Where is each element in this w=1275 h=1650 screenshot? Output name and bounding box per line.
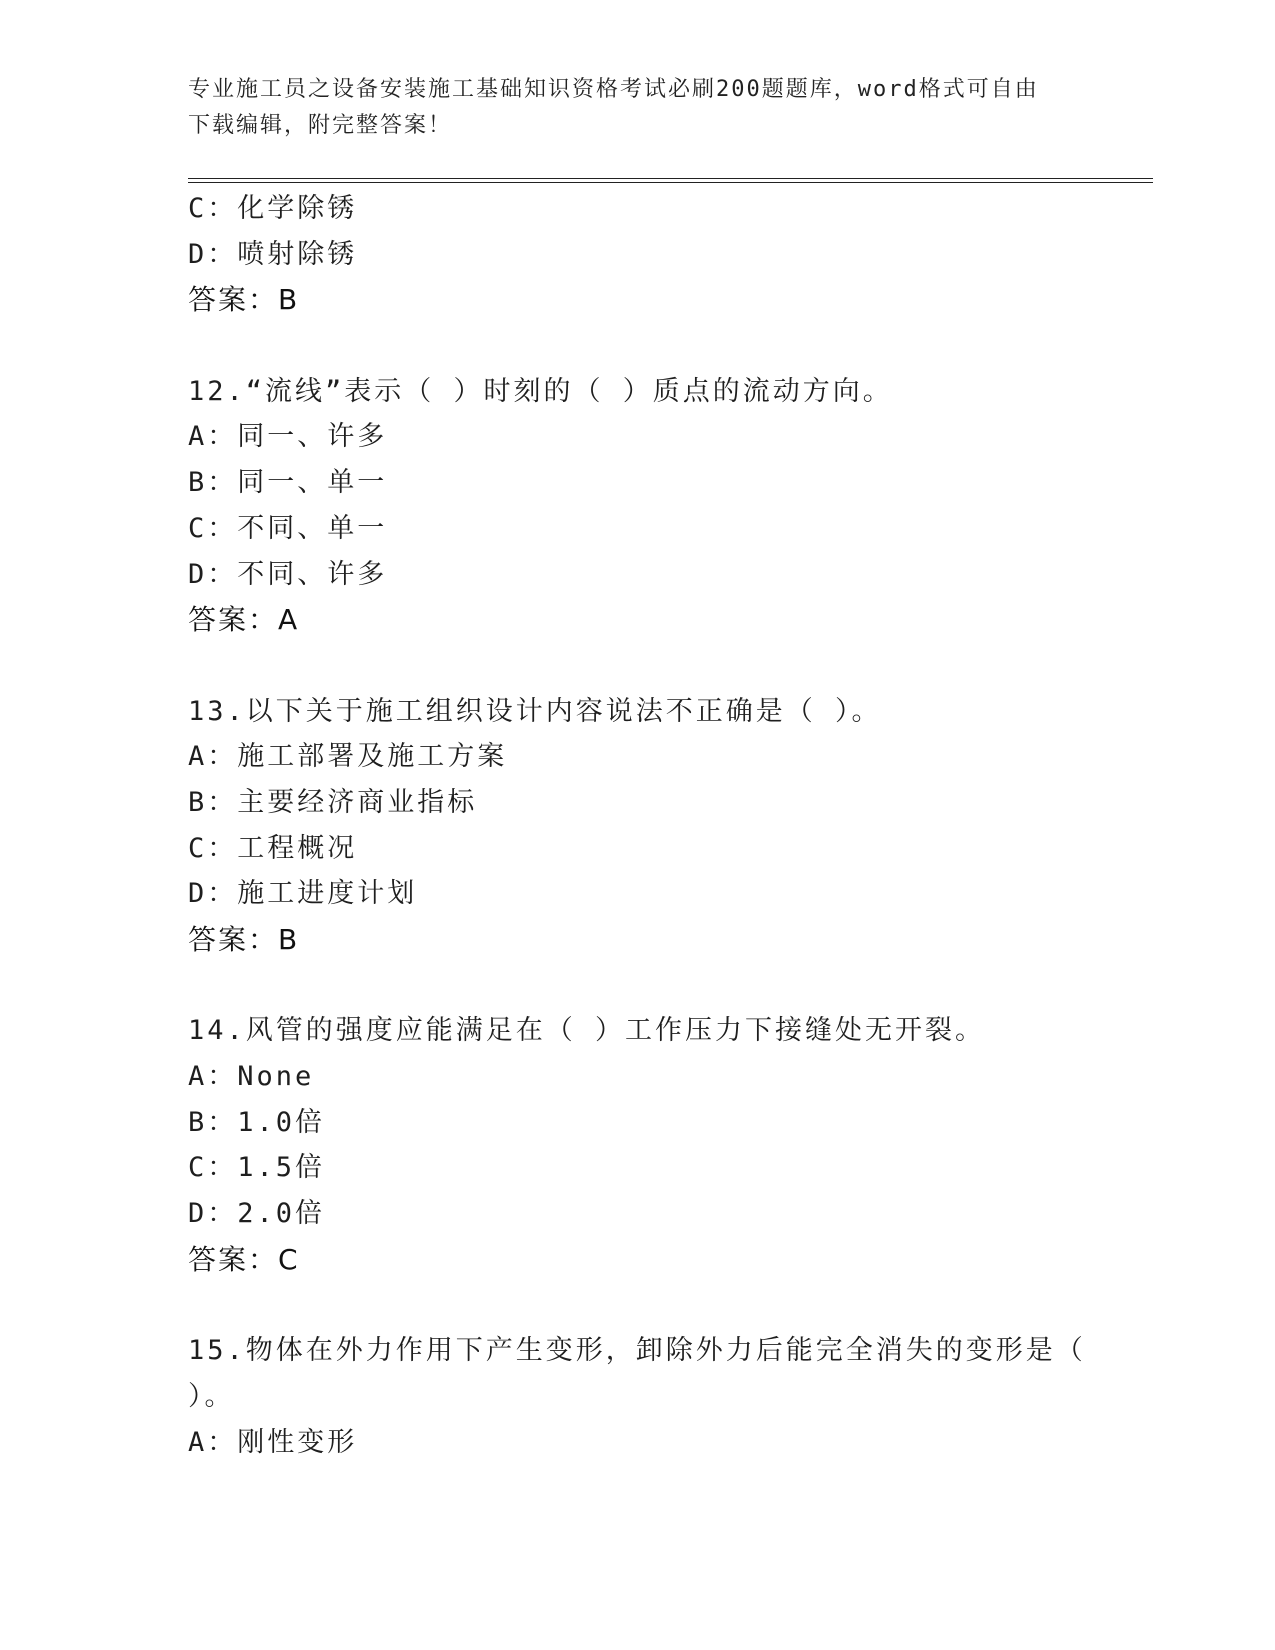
question-14 [188,1008,1108,1282]
option-c: C：1.5倍 [188,1152,326,1184]
question-list [188,186,1108,1465]
option-a: A：同一、许多 [188,421,388,453]
answer: 答案：B [188,923,300,956]
option-a: A：施工部署及施工方案 [188,741,508,773]
question-12 [188,369,1108,643]
header-title-line-2: 下载编辑，附完整答案！ [188,113,453,138]
option-b: B：同一、单一 [188,467,388,499]
question-stem-line-2: ）。 [188,1380,235,1412]
answer: 答案：A [188,603,300,637]
header-divider-top [188,178,1153,179]
question-stem-line-1: 15.物体在外力作用下产生变形，卸除外力后能完全消失的变形是（ [188,1335,1086,1367]
question-11-tail [188,186,1108,323]
question-stem: 14.风管的强度应能满足在（ ）工作压力下接缝处无开裂。 [188,1015,986,1047]
option-a: A：None [188,1061,315,1093]
option-c: C：不同、单一 [188,512,388,544]
option-a: A：刚性变形 [188,1426,358,1458]
answer: 答案：B [188,283,300,317]
option-c: C：化学除锈 [188,193,358,224]
answer: 答案：C [188,1242,300,1276]
option-c: C：工程概况 [188,832,358,864]
question-13 [188,689,1108,963]
question-stem: 12.“流线”表示（ ）时刻的（ ）质点的流动方向。 [188,375,893,407]
question-15 [188,1328,1108,1465]
option-d: D：不同、许多 [188,558,388,590]
option-d: D：2.0倍 [188,1198,326,1230]
option-b: B：主要经济商业指标 [188,786,478,818]
spacer [188,323,1108,369]
question-stem: 13.以下关于施工组织设计内容说法不正确是（ ）。 [188,695,882,727]
option-b: B：1.0倍 [188,1106,326,1138]
document-header [188,72,1088,144]
spacer [188,963,1108,1009]
spacer [188,643,1108,689]
option-d: D：施工进度计划 [188,878,418,910]
option-d: D：喷射除锈 [188,238,358,270]
header-title-line-1: 专业施工员之设备安装施工基础知识资格考试必刷200题题库，word格式可自由 [188,77,1039,102]
spacer [188,1283,1108,1329]
header-divider-bottom [188,182,1153,183]
